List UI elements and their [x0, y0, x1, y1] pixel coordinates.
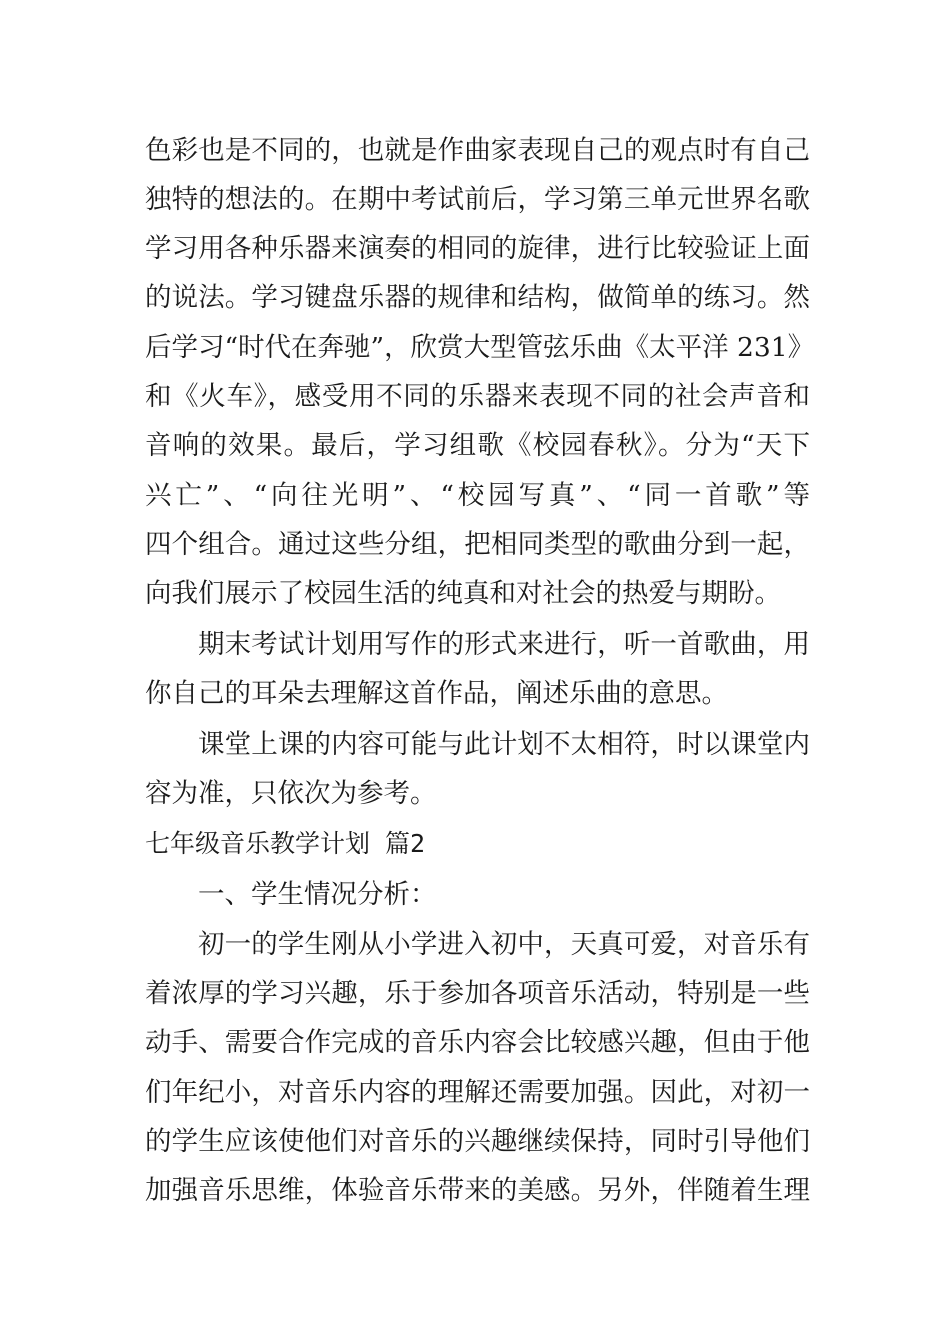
text-line: 你自己的耳朵去理解这首作品，阐述乐曲的意思。	[145, 678, 728, 709]
text-line: 动手、需要合作完成的音乐内容会比较感兴趣，但由于他	[145, 1027, 810, 1058]
text-line: 音响的效果。最后，学习组歌《校园春秋》。分为“天下	[145, 430, 810, 461]
text-line: 学习用各种乐器来演奏的相同的旋律，进行比较验证上面	[145, 233, 810, 264]
text-line: 兴亡”、“向往光明”、“校园写真”、“同一首歌”等	[145, 480, 810, 511]
paragraph-first-line: 课堂上课的内容可能与此计划不太相符，时以课堂内	[198, 729, 810, 760]
subsection-heading: 一、学生情况分析：	[198, 879, 437, 910]
text-line: 的学生应该使他们对音乐的兴趣继续保持，同时引导他们	[145, 1126, 810, 1157]
text-line: 的说法。学习键盘乐器的规律和结构，做简单的练习。然	[145, 282, 810, 313]
text-line: 们年纪小，对音乐内容的理解还需要加强。因此，对初一	[145, 1077, 810, 1108]
text-line: 独特的想法的。在期中考试前后，学习第三单元世界名歌	[145, 184, 810, 215]
paragraph-first-line: 期末考试计划用写作的形式来进行，听一首歌曲，用	[198, 629, 810, 660]
text-line: 容为准，只依次为参考。	[145, 778, 437, 809]
text-line: 加强音乐思维，体验音乐带来的美感。另外，伴随着生理	[145, 1175, 810, 1206]
text-line: 向我们展示了校园生活的纯真和对社会的热爱与期盼。	[145, 578, 781, 609]
text-line: 着浓厚的学习兴趣，乐于参加各项音乐活动，特别是一些	[145, 978, 810, 1009]
text-line: 和《火车》，感受用不同的乐器来表现不同的社会声音和	[145, 381, 810, 412]
text-line: 后学习“时代在奔驰”，欣赏大型管弦乐曲《太平洋 231》	[145, 332, 815, 363]
text-line: 色彩也是不同的，也就是作曲家表现自己的观点时有自己	[145, 135, 810, 166]
section-heading: 七年级音乐教学计划 篇2	[145, 829, 426, 858]
text-line: 四个组合。通过这些分组，把相同类型的歌曲分到一起，	[145, 529, 810, 560]
paragraph-first-line: 初一的学生刚从小学进入初中，天真可爱，对音乐有	[198, 929, 810, 960]
